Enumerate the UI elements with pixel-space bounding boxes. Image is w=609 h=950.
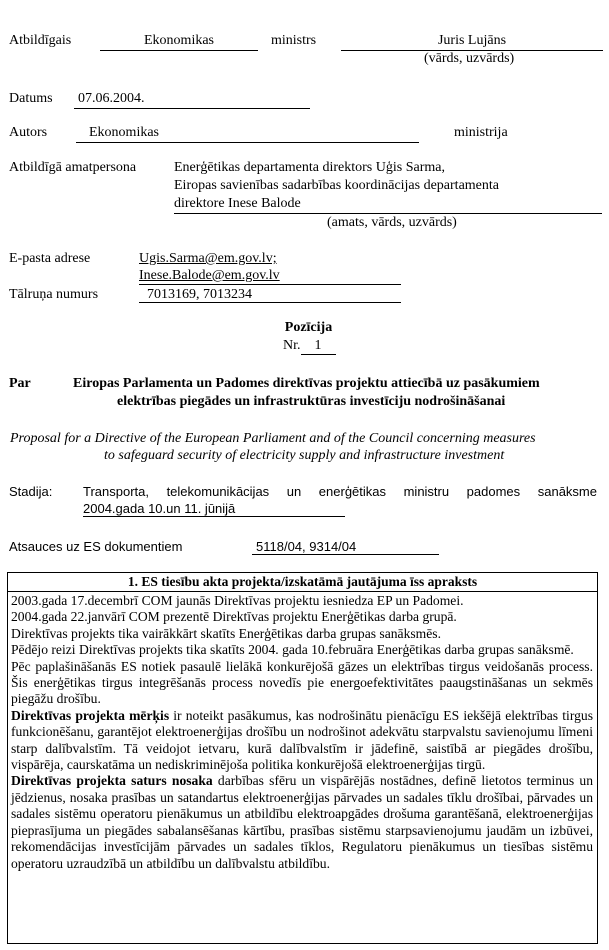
author-value: Ekonomikas [89,125,159,140]
stage-label: Stadija: [9,484,53,499]
responsible-ministry: Ekonomikas [144,33,214,48]
official-label: Atbildīgā amatpersona [9,160,137,175]
subject-english: to safeguard security of electricity supply and infrastructure investment [104,448,505,463]
content-heading: Direktīvas projekta saturs nosaka [11,773,213,789]
section1-title: 1. ES tiesību akta projekta/izskatāmā jautājuma īss apraksts [8,573,597,592]
goal-heading: Direktīvas projekta mērķis [11,707,170,723]
section1-paragraph: 2003.gada 17.decembrī COM jaunās Direktīvas projektu iesniedza EP un Padomei. [11,593,464,608]
position-nr-value: 1 [301,338,336,355]
position-title: Pozīcija [284,320,333,335]
section1-paragraph: Pēc paplašināšanās ES notiek pasaulē lielākā konkurējošā gāzes un elektrības tirgus veidošanās process. Šis enerģētikas tirgus integrēšanās process novedīs pie energoefektivitātes paaugstināšanas un sekmēs piegāžu drošību. [11,658,593,707]
stage-underline [83,516,345,517]
subject-line: Eiropas Parlamenta un Padomes direktīvas projektu attiecībā uz pasākumiem [73,376,540,391]
author-underline [76,142,419,143]
date-underline [74,108,310,109]
minister-label: ministrs [271,33,317,48]
section1-paragraph: Direktīvas projekta saturs nosaka darbības sfēru un vispārējās nostādnes, definē lietotos terminus un jēdzienus, nosaka prasības un satandartus elektroenerģijas pārvades un sadales tīklu drošībai, pārvades un sadales sistēmu operatoru pienākumus un atbildību elektroapgādes drošuma garantēšanā, elektroenerģijas pieprasījuma un piegādes sabalansēšanas kārtību, prasības sistēmu starpsavienojumu jaudām un izbūvei, rekomendācijas investīcijām pārvades un sadales tīklos, Regulatoru pienākumus un tiesības sistēmu operatoru uzraudzībā un atbildību un dalībvalstu atbildību. [11,773,593,871]
section1-body [8,592,597,872]
minister-name: Juris Lujāns [437,33,507,48]
official-hint: (amats, vārds, uzvārds) [327,215,457,230]
official-line: Eiropas savienības sadarbības koordinācijas departamenta [174,178,499,193]
section1-paragraph: 2004.gada 22.janvārī COM prezentē Direktīvas projektu Enerģētikas darba grupā. [11,609,457,625]
section1-paragraph: Pēdējo reizi Direktīvas projekts tika skatīts 2004. gada 10.februāra Enerģētikas darba grupas sanāksmē. [11,642,574,658]
references-value: 5118/04, 9314/04 [256,539,357,554]
official-line: Enerģētikas departamenta direktors Uģis Sarma, [174,160,445,175]
par-label: Par [9,376,31,391]
author-label: Autors [9,125,48,140]
subject-english: Proposal for a Directive of the European Parliament and of the Council concerning measures [10,431,536,446]
section1-paragraph: Direktīvas projekts tika vairākkārt skatīts Enerģētikas darba grupas sanāksmēs. [11,625,441,641]
date-value: 07.06.2004. [78,91,145,106]
phone-label: Tālruņa numurs [9,287,99,302]
section1-paragraph: Direktīvas projekta mērķis ir noteikt pasākumus, kas nodrošinātu pienācīgu ES iekšējā elektrības tirgus funkcionēšanu, garantējot elektroenerģijas drošību un nodrošinot adekvātu starpvalstu savienojumu līmeni starp dalībvalstīm. Tā veidojot ietvaru, kurā dalībvalstīm ir jādefinē, saistībā ar piegādes drošību, vispārēja, caurskatāma un nediskriminējoša politika konkurējošā elektroenerģijas tirgū. [11,707,593,773]
phone-value: 7013169, 7013234 [147,287,252,302]
email-link-sarma[interactable]: Ugis.Sarma@em.gov.lv; [139,251,277,266]
stage-line: Transporta, telekomunikācijas un enerģētikas ministru padomes sanāksme [83,484,597,499]
email-link-balode[interactable]: Inese.Balode@em.gov.lv [139,268,280,283]
ministry-suffix: ministrija [454,125,508,140]
section1-box [7,572,598,944]
ministry-underline [100,50,258,51]
stage-line: 2004.gada 10.un 11. jūnijā [83,501,236,516]
email-underline [139,284,401,285]
references-label: Atsauces uz ES dokumentiem [9,539,183,554]
responsible-label: Atbildīgais [9,33,72,48]
name-hint: (vārds, uzvārds) [424,51,515,66]
date-label: Datums [9,91,53,106]
official-line: direktore Inese Balode [174,196,301,211]
email-label: E-pasta adrese [9,251,91,266]
subject-line: elektrības piegādes un infrastruktūras investīciju nodrošināšanai [117,394,506,409]
phone-underline [139,302,401,303]
references-underline [252,554,439,555]
official-underline [174,213,602,214]
position-nr: Nr. 1 [283,338,336,355]
